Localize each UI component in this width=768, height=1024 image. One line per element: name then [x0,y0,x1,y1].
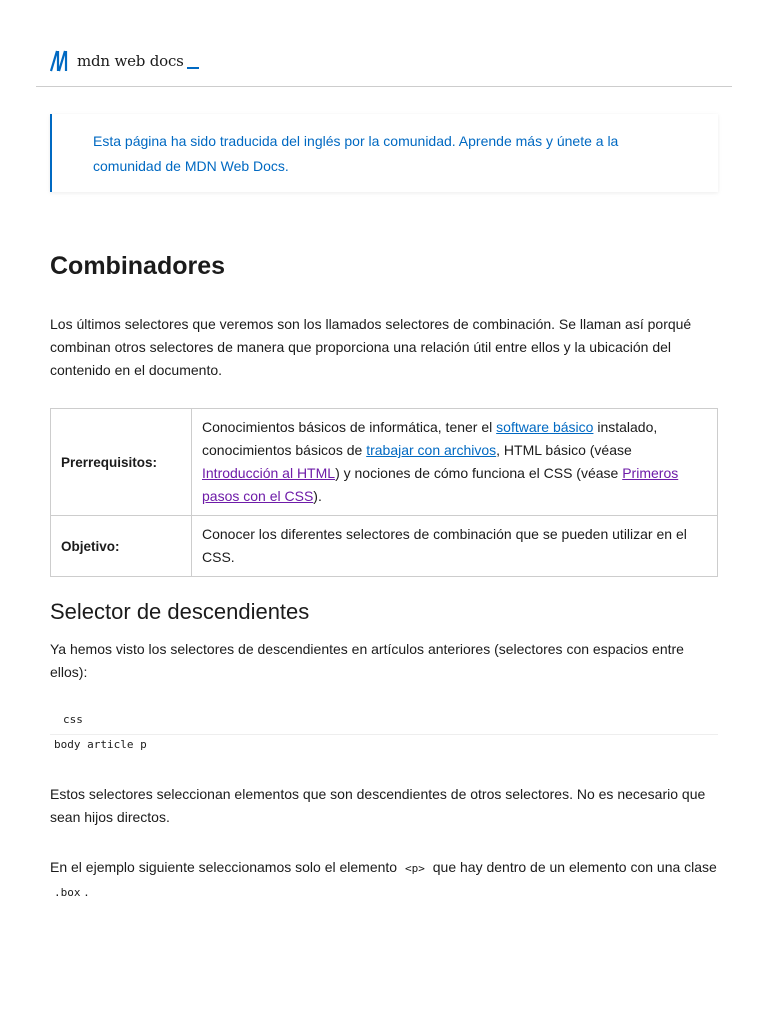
example-text-2: que hay dentro de un elemento con una clase [428,859,717,875]
page-title: Combinadores [50,252,226,280]
site-header [36,0,732,87]
learning-table [50,408,718,577]
prereq-text-5: ). [313,488,322,504]
notice-text[interactable]: Esta página ha sido traducida del inglés por la comunidad. Aprende más y únete a la comunidad de MDN Web Docs. [93,133,619,174]
primeros-pasos-css-link[interactable]: Primeros pasos con el CSS [202,465,679,504]
code-example[interactable]: body article p [54,738,147,751]
prereq-text-3: , HTML básico (véase [496,442,632,458]
objective-text: Conocer los diferentes selectores de combinación que se pueden utilizar en el CSS. [192,516,718,577]
code-language-label: css [63,713,83,726]
intro-paragraph: Los últimos selectores que veremos son los llamados selectores de combinación. Se llaman así porqué combinan otros selectores de manera que proporciona una relación útil entre ellos y la ubicación del contenido en el documento. [50,316,692,378]
software-basico-link[interactable]: software básico [496,419,594,435]
prerequisites-text [192,409,718,516]
objective-label: Objetivo: [51,516,192,577]
inline-code-p: <p> [404,862,425,875]
example-paragraph [50,856,720,904]
prereq-text-2: instalado, conocimientos básicos de [202,419,658,458]
prereq-text-4: ) y nociones de cómo funciona el CSS (véase [335,465,623,481]
prereq-text-1: Conocimientos básicos de informática, tener el [202,419,497,435]
section-title: Selector de descendientes [50,599,310,624]
inline-code-box: .box [54,886,81,899]
prerequisites-label: Prerrequisitos: [51,409,192,516]
table-row-prerequisites [51,409,718,516]
mdn-logo[interactable] [50,50,199,72]
descendant-paragraph: Ya hemos visto los selectores de descendientes en artículos anteriores (selectores con espacios entre ellos): [50,641,684,680]
table-row-objective [51,516,718,577]
example-text-1: En el ejemplo siguiente seleccionamos solo el elemento [50,859,401,875]
code-divider [50,734,718,735]
trabajar-con-archivos-link[interactable]: trabajar con archivos [366,442,497,458]
introduccion-html-link[interactable]: Introducción al HTML [202,465,336,481]
explanation-paragraph: Estos selectores seleccionan elementos que son descendientes de otros selectores. No es necesario que sean hijos directos. [50,786,706,825]
example-text-3: . [84,883,89,899]
logo-text: mdn web docs [77,52,184,70]
logo-underscore [187,67,199,69]
mdn-logo-icon [50,50,72,72]
translation-notice [50,114,718,192]
